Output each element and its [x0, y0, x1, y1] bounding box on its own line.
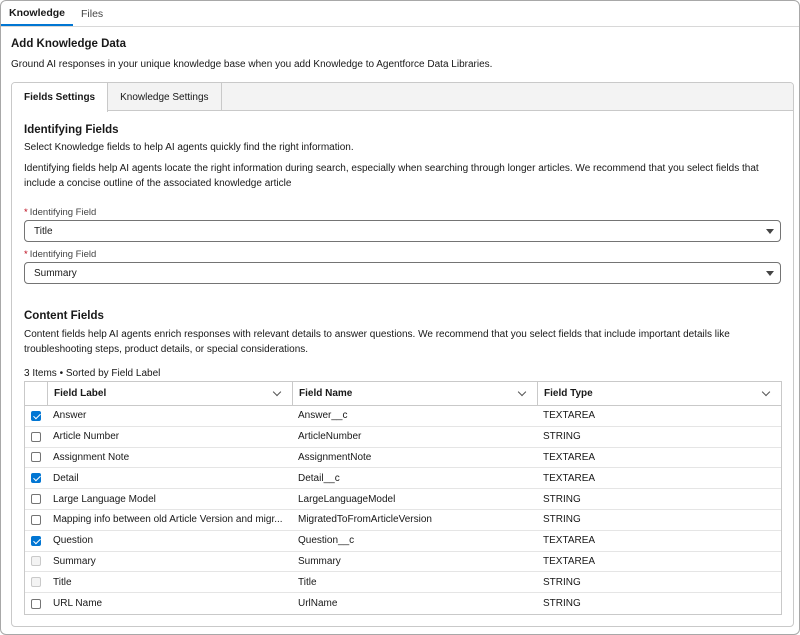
dropdown-caret-icon: [766, 271, 774, 276]
settings-card: [11, 82, 794, 627]
cell-field-type: STRING: [543, 493, 581, 505]
identifying-fields-intro: Select Knowledge fields to help AI agents quickly find the right information.: [24, 142, 354, 153]
row-checkbox[interactable]: [31, 432, 41, 442]
items-count-info: 3 Items • Sorted by Field Label: [24, 368, 161, 379]
row-checkbox-cell: [25, 406, 47, 426]
chevron-down-icon[interactable]: [762, 388, 770, 396]
cell-field-type: STRING: [543, 431, 581, 443]
cell-field-label: URL Name: [53, 598, 103, 610]
page-title: Add Knowledge Data: [11, 38, 127, 50]
row-checkbox: [31, 556, 41, 566]
header-field-label[interactable]: Field Label: [47, 382, 292, 405]
cell-field-type: STRING: [543, 576, 581, 588]
content-fields-heading: Content Fields: [24, 310, 104, 322]
table-row[interactable]: [25, 427, 781, 448]
table-body: [25, 406, 781, 614]
content-fields-desc-line2: troubleshooting steps, product details, or special considerations.: [24, 344, 309, 355]
content-fields-desc-line1: Content fields help AI agents enrich responses with relevant details to answer questions. We recommend that you select fields that include important details like: [24, 329, 730, 340]
chevron-down-icon[interactable]: [518, 388, 526, 396]
identifying-field-1-label: * Identifying Field: [24, 207, 97, 218]
row-checkbox[interactable]: [31, 515, 41, 525]
row-checkbox-cell: [25, 593, 47, 614]
required-marker: *: [24, 207, 28, 218]
cell-field-label: Question: [53, 535, 94, 547]
page-description: Ground AI responses in your unique knowledge base when you add Knowledge to Agentforce Data Libraries.: [11, 59, 493, 70]
cell-field-name: AssignmentNote: [298, 451, 372, 463]
row-checkbox: [31, 577, 41, 587]
cell-field-name: MigratedToFromArticleVersion: [298, 514, 432, 526]
cell-field-name: ArticleNumber: [298, 431, 362, 443]
cell-field-name: Question__c: [298, 535, 355, 547]
cell-field-label: Large Language Model: [53, 493, 156, 505]
top-tab-bar: [1, 1, 799, 27]
cell-field-type: TEXTAREA: [543, 472, 596, 484]
card-tab-bar: [12, 83, 793, 111]
row-checkbox-cell: [25, 448, 47, 468]
cell-field-name: LargeLanguageModel: [298, 493, 396, 505]
cell-field-label: Article Number: [53, 431, 120, 443]
tab-fields-settings[interactable]: Fields Settings: [12, 83, 108, 112]
identifying-fields-heading: Identifying Fields: [24, 124, 119, 136]
cell-field-label: Title: [53, 576, 72, 588]
cell-field-label: Assignment Note: [53, 451, 130, 463]
tab-knowledge[interactable]: Knowledge: [1, 1, 73, 26]
identifying-fields-desc-line1: Identifying fields help AI agents locate the right information during search, especially when searching through longer articles. We recommend that you select fields that: [24, 163, 759, 174]
table-row[interactable]: [25, 489, 781, 510]
table-row[interactable]: [25, 448, 781, 469]
identifying-fields-desc-line2: include a concise outline of the associated knowledge article: [24, 178, 292, 189]
header-field-name[interactable]: Field Name: [292, 382, 537, 405]
cell-field-type: TEXTAREA: [543, 555, 596, 567]
tab-files[interactable]: Files: [81, 7, 104, 20]
row-checkbox[interactable]: [31, 536, 41, 546]
row-checkbox-cell: [25, 531, 47, 551]
row-checkbox[interactable]: [31, 473, 41, 483]
header-field-type[interactable]: Field Type: [537, 382, 781, 405]
table-header: [25, 382, 781, 406]
table-row[interactable]: [25, 572, 781, 593]
cell-field-label: Answer: [53, 410, 87, 422]
cell-field-label: Mapping info between old Article Version and migr...: [53, 514, 283, 526]
table-row[interactable]: [25, 406, 781, 427]
cell-field-name: Detail__c: [298, 472, 340, 484]
tab-knowledge-settings[interactable]: Knowledge Settings: [108, 83, 221, 111]
cell-field-type: STRING: [543, 514, 581, 526]
cell-field-label: Detail: [53, 472, 79, 484]
identifying-field-1-select[interactable]: [24, 220, 781, 242]
cell-field-type: TEXTAREA: [543, 410, 596, 422]
cell-field-name: Title: [298, 576, 317, 588]
row-checkbox-cell: [25, 552, 47, 572]
table-row[interactable]: [25, 468, 781, 489]
row-checkbox[interactable]: [31, 411, 41, 421]
identifying-field-2-value: Summary: [34, 267, 77, 279]
table-row[interactable]: [25, 510, 781, 531]
cell-field-type: TEXTAREA: [543, 535, 596, 547]
dropdown-caret-icon: [766, 229, 774, 234]
cell-field-type: STRING: [543, 598, 581, 610]
identifying-field-2-select[interactable]: [24, 262, 781, 284]
content-fields-table: [24, 381, 782, 615]
cell-field-label: Summary: [53, 555, 96, 567]
table-row[interactable]: [25, 593, 781, 614]
row-checkbox-cell: [25, 510, 47, 530]
row-checkbox[interactable]: [31, 599, 41, 609]
cell-field-name: Summary: [298, 555, 341, 567]
row-checkbox[interactable]: [31, 494, 41, 504]
identifying-field-2-label: * Identifying Field: [24, 249, 97, 260]
cell-field-type: TEXTAREA: [543, 451, 596, 463]
header-select-column: [25, 382, 47, 405]
chevron-down-icon[interactable]: [273, 388, 281, 396]
table-row[interactable]: [25, 531, 781, 552]
identifying-field-1-value: Title: [34, 225, 53, 237]
row-checkbox-cell: [25, 468, 47, 488]
table-row[interactable]: [25, 552, 781, 573]
row-checkbox-cell: [25, 489, 47, 509]
cell-field-name: Answer__c: [298, 410, 348, 422]
row-checkbox-cell: [25, 427, 47, 447]
row-checkbox-cell: [25, 572, 47, 592]
required-marker: *: [24, 249, 28, 260]
cell-field-name: UrlName: [298, 598, 338, 610]
row-checkbox[interactable]: [31, 452, 41, 462]
